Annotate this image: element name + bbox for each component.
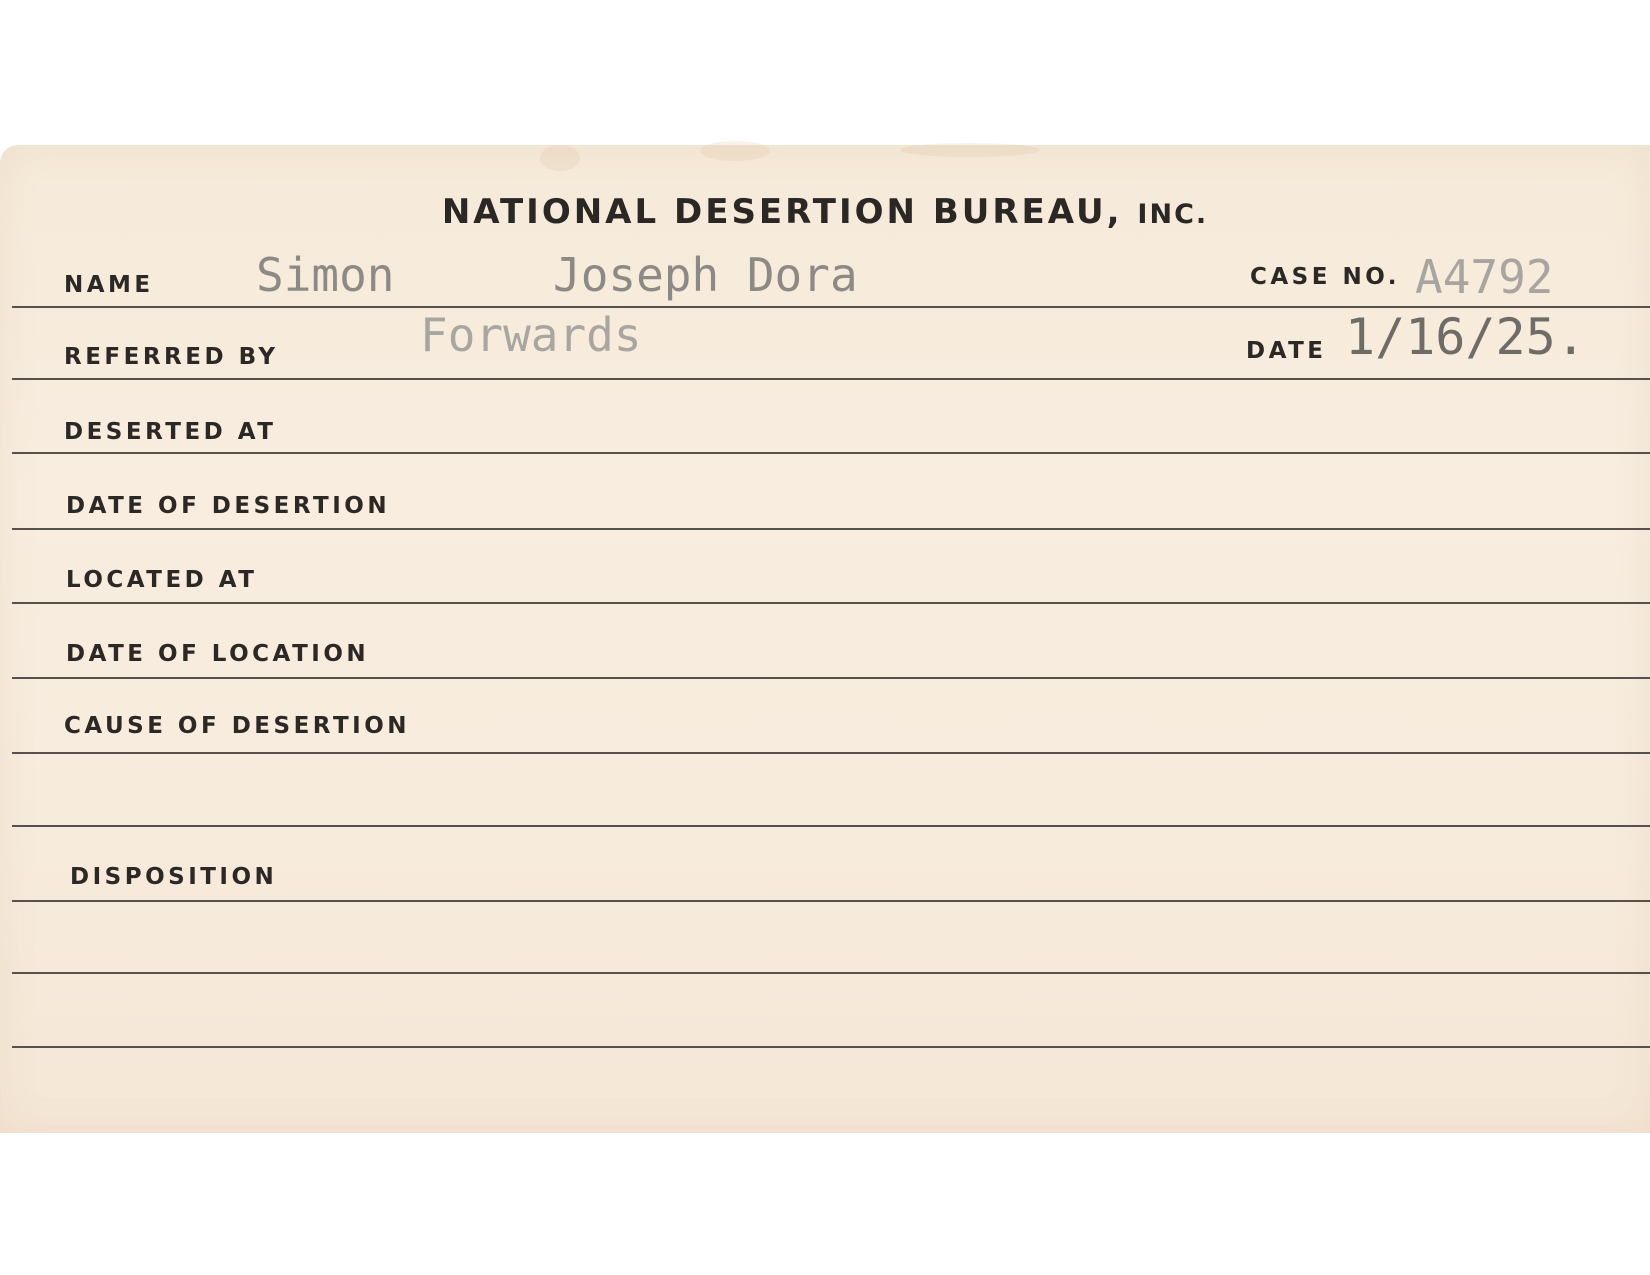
date-label: DATE (1246, 338, 1327, 364)
rule-line (12, 900, 1650, 902)
rule-line (12, 528, 1650, 530)
name-first-value: Simon (256, 248, 395, 302)
located-at-label: LOCATED AT (66, 567, 258, 593)
rule-line (12, 677, 1650, 679)
rule-line (12, 378, 1650, 380)
rule-line (12, 752, 1650, 754)
paper-stain (900, 143, 1040, 157)
case-no-value: A4792 (1415, 250, 1554, 304)
card-title-main: NATIONAL DESERTION BUREAU, (441, 192, 1123, 232)
deserted-at-label: DESERTED AT (64, 419, 277, 445)
paper-stain (700, 141, 770, 161)
name-rest-value: Joseph Dora (553, 248, 858, 302)
date-value: 1/16/25. (1345, 308, 1586, 366)
rule-line (12, 1046, 1650, 1048)
name-label: NAME (64, 272, 154, 298)
card-title-suffix: INC. (1137, 199, 1209, 230)
date-of-location-label: DATE OF LOCATION (66, 641, 370, 667)
rule-line (12, 825, 1650, 827)
rule-line (12, 972, 1650, 974)
card-title (0, 192, 1650, 232)
referred-by-label: REFERRED BY (64, 344, 279, 370)
rule-line (12, 602, 1650, 604)
paper-stain (540, 145, 580, 171)
cause-of-desertion-label: CAUSE OF DESERTION (64, 713, 411, 739)
date-of-desertion-label: DATE OF DESERTION (66, 493, 391, 519)
referred-by-value: Forwards (420, 308, 642, 362)
case-no-label: CASE NO. (1250, 264, 1400, 290)
disposition-label: DISPOSITION (70, 864, 278, 890)
rule-line (12, 452, 1650, 454)
